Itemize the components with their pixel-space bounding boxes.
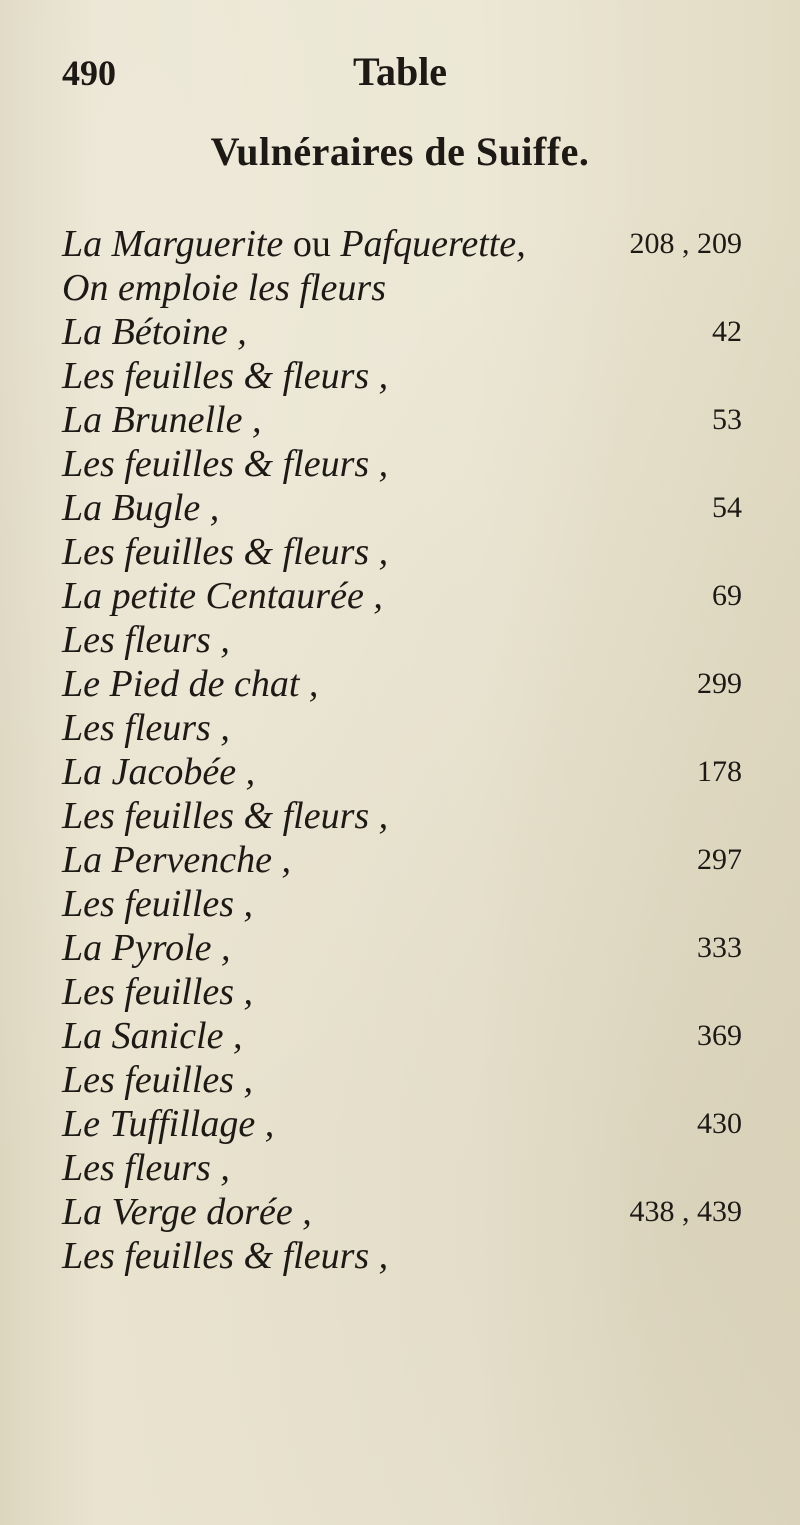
entry-pages: 53 [712,403,742,436]
index-entry [62,266,742,310]
page-header [0,48,800,98]
entry-label [62,222,526,266]
entry-label: La Pyrole , [62,927,231,969]
entry-pages: 178 [697,755,742,788]
index-entry [62,1190,742,1234]
index-entry [62,1234,742,1278]
index-entries [62,222,742,1278]
entry-pages: 299 [697,667,742,700]
entry-label: Les feuilles & fleurs , [62,531,389,573]
entry-pages: 369 [697,1019,742,1052]
index-entry [62,442,742,486]
index-entry [62,706,742,750]
entry-pages: 297 [697,843,742,876]
entry-alt-name: Pafquerette [340,223,517,265]
entry-label: On emploie les fleurs [62,267,387,309]
entry-label: Les feuilles & fleurs , [62,443,389,485]
entry-label: Les feuilles & fleurs , [62,355,389,397]
index-entry [62,838,742,882]
entry-label: Les feuilles , [62,971,254,1013]
index-entry [62,574,742,618]
entry-label: La Pervenche , [62,839,291,881]
entry-label: La Bugle , [62,487,220,529]
entry-label: Les feuilles & fleurs , [62,1235,389,1277]
entry-pages: 430 [697,1107,742,1140]
entry-pages: 208 , 209 [629,227,742,260]
page-number: 490 [62,53,116,93]
index-entry [62,1102,742,1146]
index-entry [62,662,742,706]
entry-label: Les feuilles , [62,1059,254,1101]
entry-label: La Bétoine , [62,311,247,353]
index-entry [62,310,742,354]
index-entry [62,486,742,530]
entry-pages: 438 , 439 [629,1195,742,1228]
entry-label: Les feuilles , [62,883,254,925]
index-entry [62,222,742,266]
index-entry [62,530,742,574]
entry-label: Le Pied de chat , [62,663,319,705]
entry-label: La Brunelle , [62,399,262,441]
entry-label: Les fleurs , [62,619,230,661]
running-head: Table [352,49,448,94]
index-entry [62,1014,742,1058]
entry-pages: 333 [697,931,742,964]
entry-label: La petite Centaurée , [62,575,383,617]
entry-label: Les feuilles & fleurs , [62,795,389,837]
section-title: Vulnéraires de Suiffe. [210,129,590,174]
index-entry [62,1058,742,1102]
index-entry [62,882,742,926]
entry-suffix: , [516,223,526,265]
index-entry [62,926,742,970]
index-entry [62,1146,742,1190]
entry-pages: 54 [712,491,742,524]
entry-label: La Verge dorée , [62,1191,312,1233]
index-entry [62,970,742,1014]
entry-label: Le Tuffillage , [62,1103,275,1145]
entry-label: Les fleurs , [62,1147,230,1189]
entry-pages: 69 [712,579,742,612]
entry-conjunction: ou [283,223,341,265]
entry-label: La Jacobée , [62,751,256,793]
index-entry [62,794,742,838]
entry-label: La Sanicle , [62,1015,243,1057]
index-entry [62,618,742,662]
index-entry [62,354,742,398]
entry-label: Les fleurs , [62,707,230,749]
entry-pages: 42 [712,315,742,348]
index-entry [62,750,742,794]
entry-name: La Marguerite [62,223,284,265]
index-entry [62,398,742,442]
